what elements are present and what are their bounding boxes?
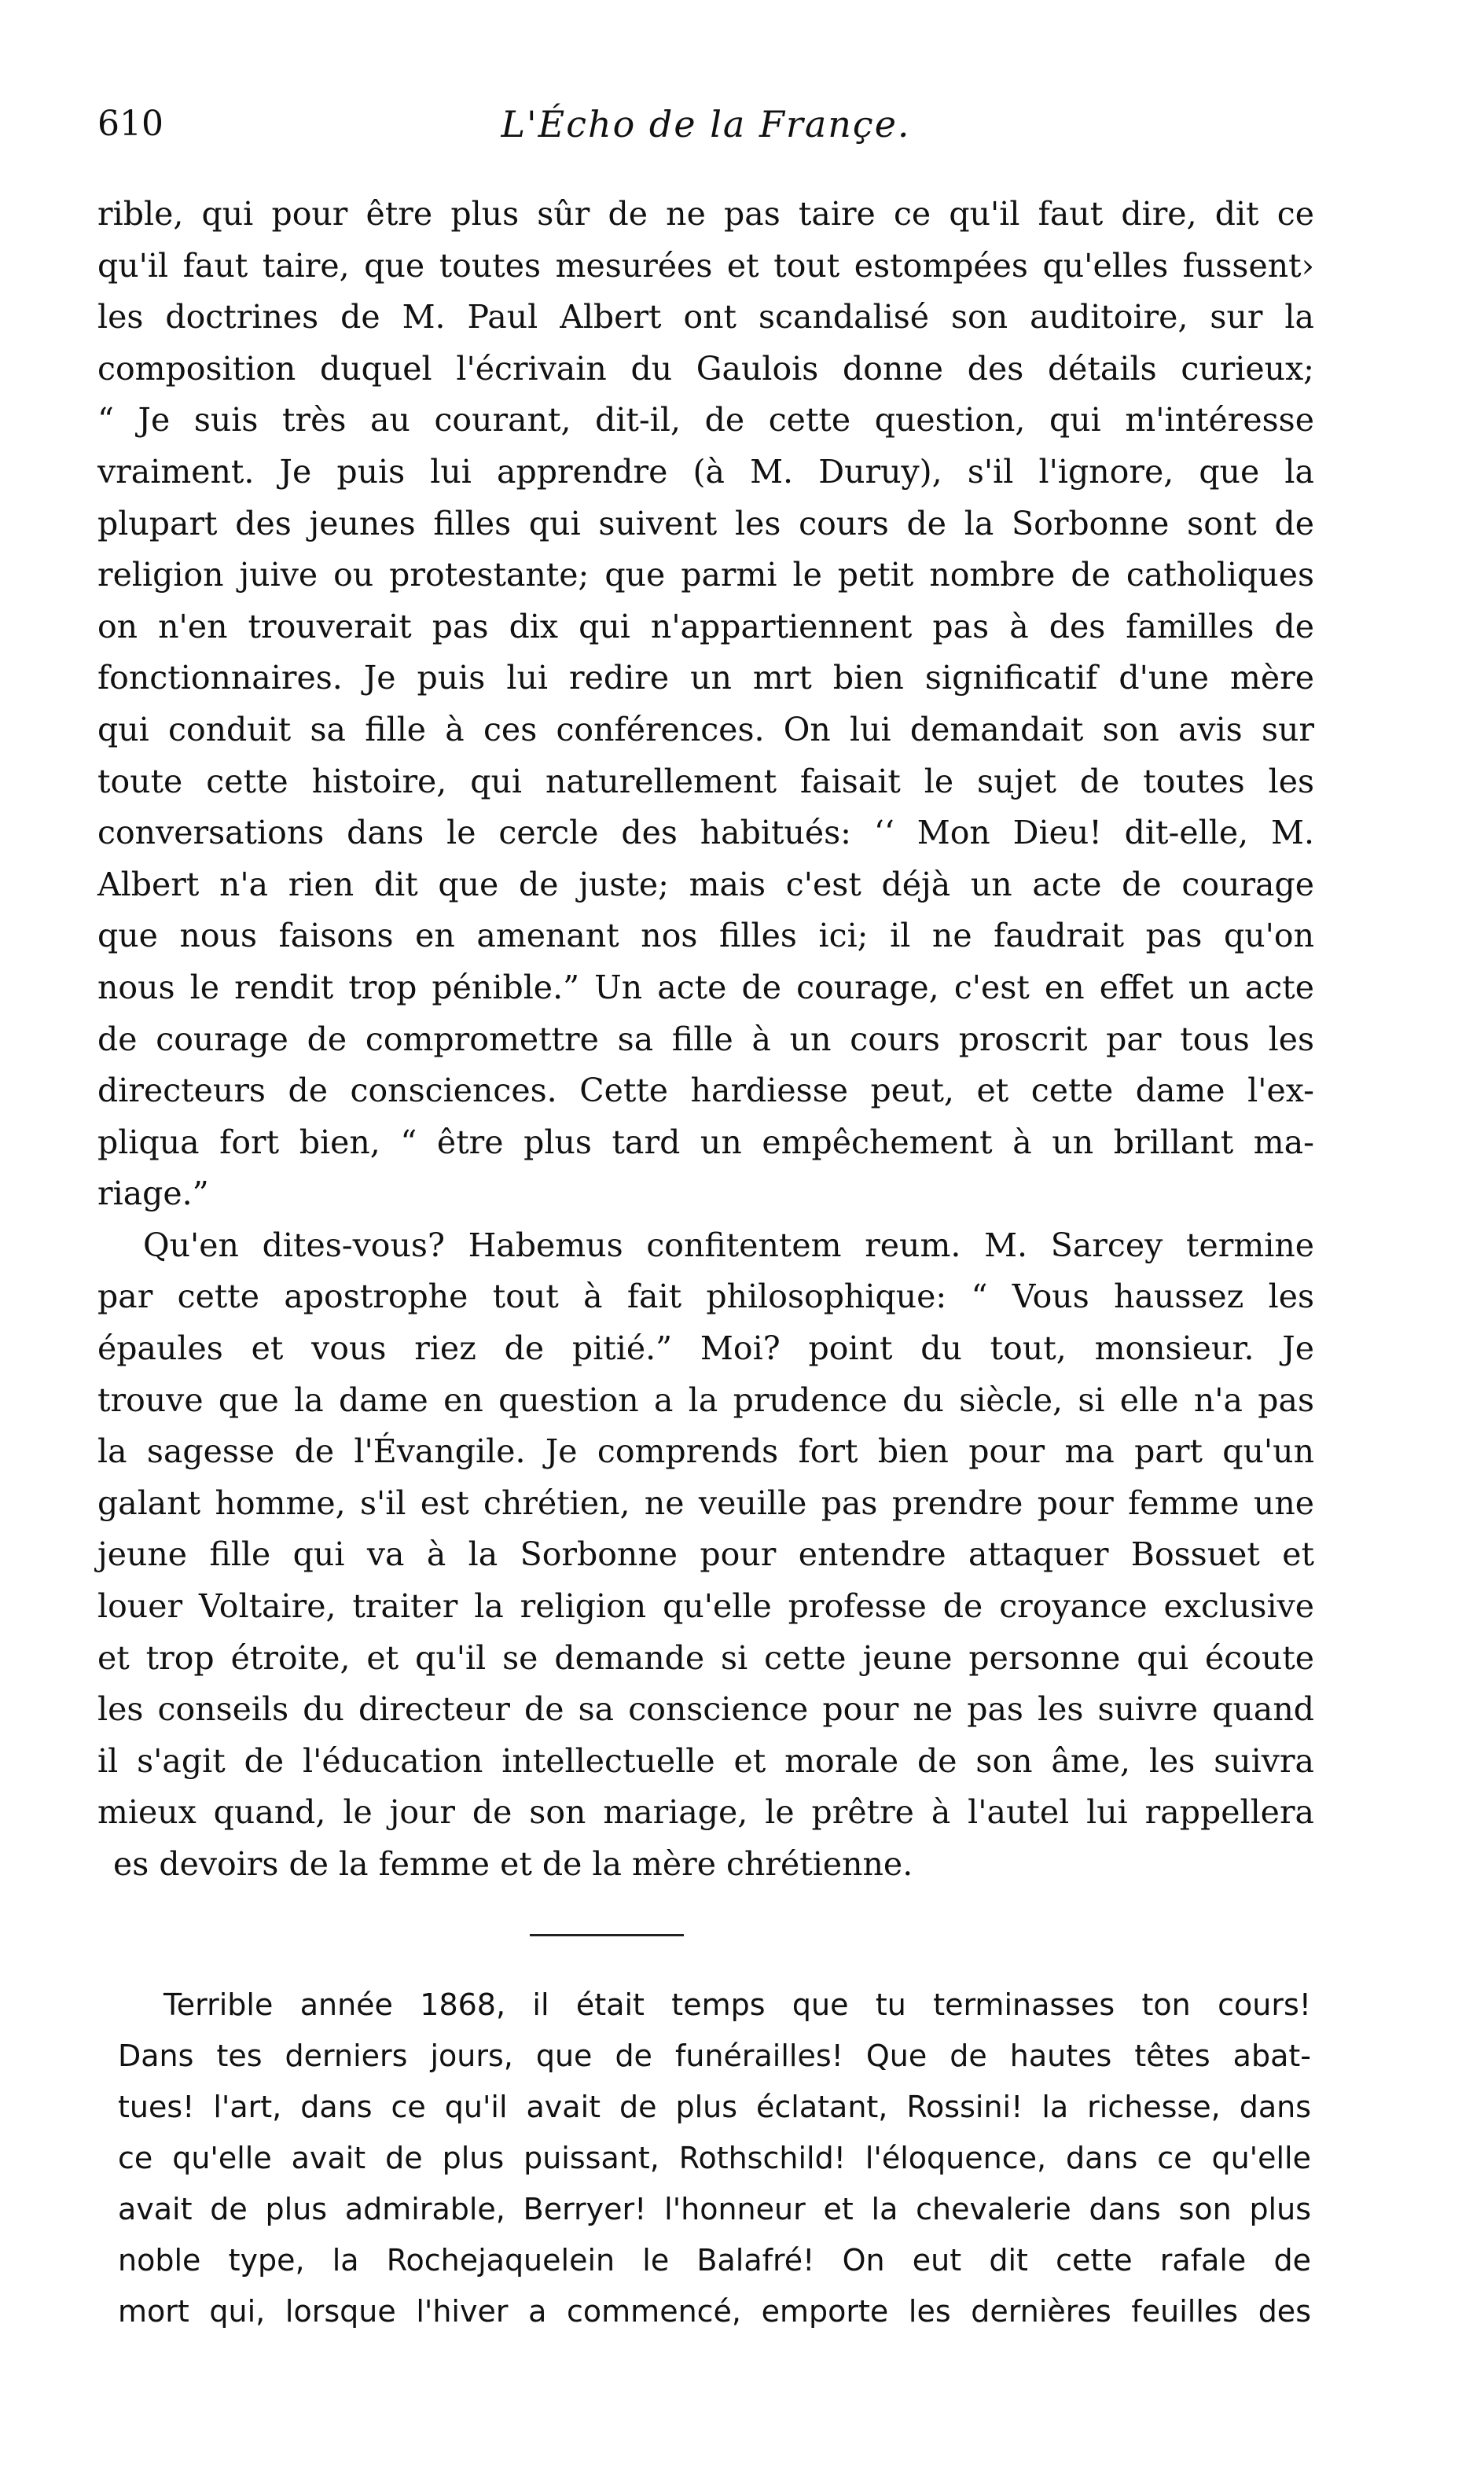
page-number: 610	[97, 104, 163, 144]
text-line: les conseils du directeur de sa conscience pour ne pas les suivre quand	[97, 1690, 1314, 1729]
text-line: que nous faisons en amenant nos filles ici; il ne faudrait pas qu'on	[97, 917, 1314, 955]
text-line: galant homme, s'il est chrétien, ne veuille pas prendre pour femme une	[97, 1484, 1314, 1522]
text-line: riage.”	[97, 1175, 209, 1213]
text-line: la sagesse de l'Évangile. Je comprends fort bien pour ma part qu'un	[97, 1432, 1314, 1471]
text-line: Dans tes derniers jours, que de funérailles! Que de hautes têtes abat-	[118, 2039, 1311, 2073]
text-line: Terrible année 1868, il était temps que tu terminasses ton cours!	[163, 1987, 1311, 2022]
text-line: par cette apostrophe tout à fait philosophique: “ Vous haussez les	[97, 1278, 1314, 1316]
text-line: toute cette histoire, qui naturellement faisait le sujet de toutes les	[97, 762, 1314, 800]
text-line: rible, qui pour être plus sûr de ne pas taire ce qu'il faut dire, dit ce	[97, 195, 1314, 233]
section-separator	[530, 1934, 684, 1936]
text-line: vraiment. Je puis lui apprendre (à M. Duruy), s'il l'ignore, que la	[97, 452, 1314, 491]
text-line: religion juive ou protestante; que parmi le petit nombre de catholiques	[97, 556, 1314, 594]
text-line: Albert n'a rien dit que de juste; mais c'est déjà un acte de courage	[97, 865, 1314, 903]
text-line: qu'il faut taire, que toutes mesurées et tout estompées qu'elles fussent›	[97, 246, 1314, 285]
text-line: composition duquel l'écrivain du Gaulois donne des détails curieux;	[97, 349, 1314, 388]
running-title: L'Écho de la Françe.	[501, 103, 911, 145]
text-line: tues! l'art, dans ce qu'il avait de plus éclatant, Rossini! la richesse, dans	[118, 2090, 1311, 2124]
text-line: plupart des jeunes filles qui suivent les cours de la Sorbonne sont de	[97, 504, 1314, 542]
text-line: directeurs de consciences. Cette hardiesse peut, et cette dame l'ex-	[97, 1072, 1314, 1110]
text-line: fonctionnaires. Je puis lui redire un mrt bien significatif d'une mère	[97, 659, 1314, 697]
text-line: louer Voltaire, traiter la religion qu'elle professe de croyance exclusive	[97, 1587, 1314, 1626]
text-line: ce qu'elle avait de plus puissant, Rothschild! l'éloquence, dans ce qu'elle	[118, 2141, 1311, 2175]
text-line: Qu'en dites-vous? Habemus confitentem reum. M. Sarcey termine	[143, 1226, 1314, 1264]
text-line: trouve que la dame en question a la prudence du siècle, si elle n'a pas	[97, 1381, 1314, 1419]
text-line: conversations dans le cercle des habitués: ‘‘ Mon Dieu! dit-elle, M.	[97, 814, 1314, 852]
text-line: épaules et vous riez de pitié.” Moi? point du tout, monsieur. Je	[97, 1329, 1314, 1368]
main-text	[97, 189, 1314, 1891]
paragraph-2	[97, 1220, 1314, 1891]
text-line: de courage de compromettre sa fille à un cours proscrit par tous les	[97, 1020, 1314, 1058]
page-header	[97, 101, 1314, 148]
text-line: avait de plus admirable, Berryer! l'honneur et la chevalerie dans son plus	[118, 2192, 1311, 2226]
text-line: mort qui, lorsque l'hiver a commencé, emporte les dernières feuilles des	[118, 2294, 1311, 2329]
text-line: es devoirs de la femme et de la mère chrétienne.	[113, 1845, 913, 1883]
text-line: les doctrines de M. Paul Albert ont scandalisé son auditoire, sur la	[97, 298, 1314, 336]
text-line: “ Je suis très au courant, dit-il, de cette question, qui m'intéresse	[97, 401, 1314, 439]
text-line: on n'en trouverait pas dix qui n'appartiennent pas à des familles de	[97, 607, 1314, 645]
paragraph-1	[97, 189, 1314, 1220]
text-line: jeune fille qui va à la Sorbonne pour entendre attaquer Bossuet et	[97, 1535, 1314, 1574]
text-line: pliqua fort bien, “ être plus tard un empêchement à un brillant ma-	[97, 1123, 1314, 1161]
text-line: qui conduit sa fille à ces conférences. On lui demandait son avis sur	[97, 710, 1314, 748]
text-line: mieux quand, le jour de son mariage, le prêtre à l'autel lui rappellera	[97, 1793, 1314, 1832]
paragraph-3	[118, 1980, 1311, 2337]
text-line: et trop étroite, et qu'il se demande si cette jeune personne qui écoute	[97, 1638, 1314, 1677]
text-line: noble type, la Rochejaquelein le Balafré! On eut dit cette rafale de	[118, 2243, 1311, 2278]
text-line: nous le rendit trop pénible.” Un acte de courage, c'est en effet un acte	[97, 968, 1314, 1006]
text-line: il s'agit de l'éducation intellectuelle et morale de son âme, les suivra	[97, 1741, 1314, 1780]
